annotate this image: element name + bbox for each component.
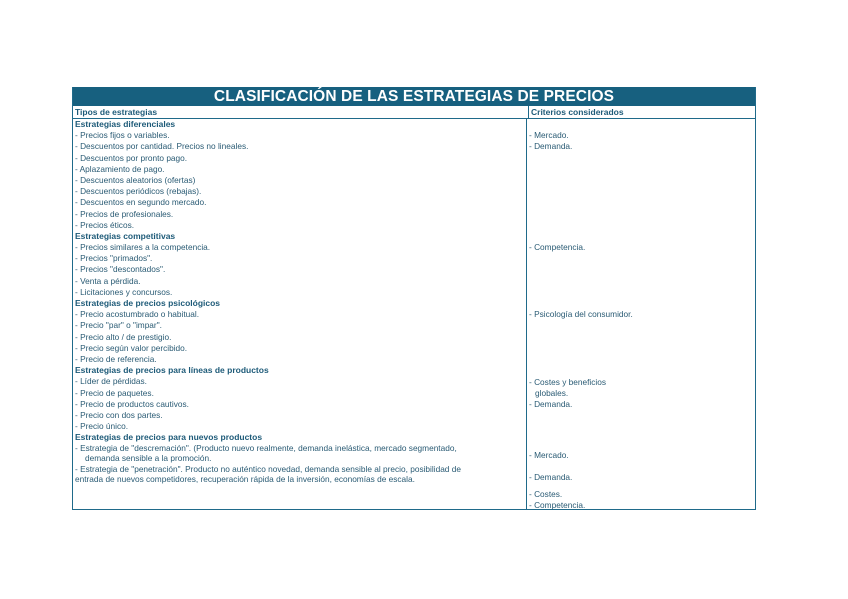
criteria-item: - Competencia. [529,242,586,252]
list-item: - Precio acostumbrado o habitual. [75,309,200,320]
list-item: - Precios de profesionales. [75,208,174,219]
criteria-item: - Demanda. [529,141,573,151]
list-item: - Descuentos en segundo mercado. [75,197,207,208]
table-body [73,119,755,509]
criteria-column [527,119,755,509]
pricing-strategies-table [72,87,756,510]
section-heading: Estrategias de precios para líneas de productos [75,365,269,376]
paragraph-text: - Estrategia de "penetración". Producto no auténtico novedad, demanda sensible al precio, posibilidad de [75,464,461,475]
header-criteria: Criterios considerados [531,107,624,117]
criteria-item: - Demanda. [529,399,573,409]
list-item: - Precio según valor percibido. [75,342,188,353]
list-item: - Líder de pérdidas. [75,376,147,387]
list-item: - Precio de referencia. [75,353,157,364]
list-item: - Licitaciones y concursos. [75,286,173,297]
list-item: - Precios éticos. [75,219,135,230]
list-item: - Precio "par" o "impar". [75,320,162,331]
list-item: - Precio de paquetes. [75,387,154,398]
paragraph-penetracion [73,464,526,484]
criteria-item: - Competencia. [529,500,586,510]
header-strategy-types: Tipos de estrategias [73,106,529,118]
list-item: - Precios fijos o variables. [75,130,170,141]
list-item: - Aplazamiento de pago. [75,163,165,174]
list-item: - Precio único. [75,421,129,432]
list-item: - Precios similares a la competencia. [75,242,211,253]
paragraph-text: - Estrategia de "descremación". (Producto nuevo realmente, demanda inelástica, mercado segmentado, [75,443,457,454]
criteria-item: - Costes. [529,489,563,499]
criteria-item: globales. [535,388,569,398]
paragraph-text: demanda sensible a la promoción. [85,453,212,464]
section-heading: Estrategias competitivas [75,230,176,241]
list-item: - Precios "descontados". [75,264,166,275]
list-item: - Venta a pérdida. [75,275,141,286]
list-item: - Descuentos por pronto pago. [75,152,188,163]
criteria-item: - Psicología del consumidor. [529,309,633,319]
header-row [73,106,755,119]
list-item: - Precio con dos partes. [75,409,163,420]
section-heading: Estrategias de precios psicológicos [75,298,221,308]
paragraph-descremacion [73,443,526,463]
list-item: - Precio de productos cautivos. [75,398,189,409]
list-item: - Descuentos por cantidad. Precios no lineales. [75,141,249,152]
paragraph-text: entrada de nuevos competidores, recuperación rápida de la inversión, economías de escala. [75,474,415,485]
criteria-item: - Mercado. [529,450,569,460]
section-heading: Estrategias de precios para nuevos productos [75,432,263,443]
criteria-item: - Costes y beneficios [529,377,607,387]
criteria-item: - Demanda. [529,472,573,482]
list-item: - Precio alto / de prestigio. [75,331,172,342]
section-heading: Estrategias diferenciales [75,119,176,129]
table-title: CLASIFICACIÓN DE LAS ESTRATEGIAS DE PRECIOS [73,87,755,106]
list-item: - Descuentos aleatorios (ofertas) [75,174,196,185]
criteria-item: - Mercado. [529,130,569,140]
list-item: - Descuentos periódicos (rebajas). [75,186,202,197]
strategies-column [73,119,527,509]
list-item: - Precios "primados". [75,253,153,264]
